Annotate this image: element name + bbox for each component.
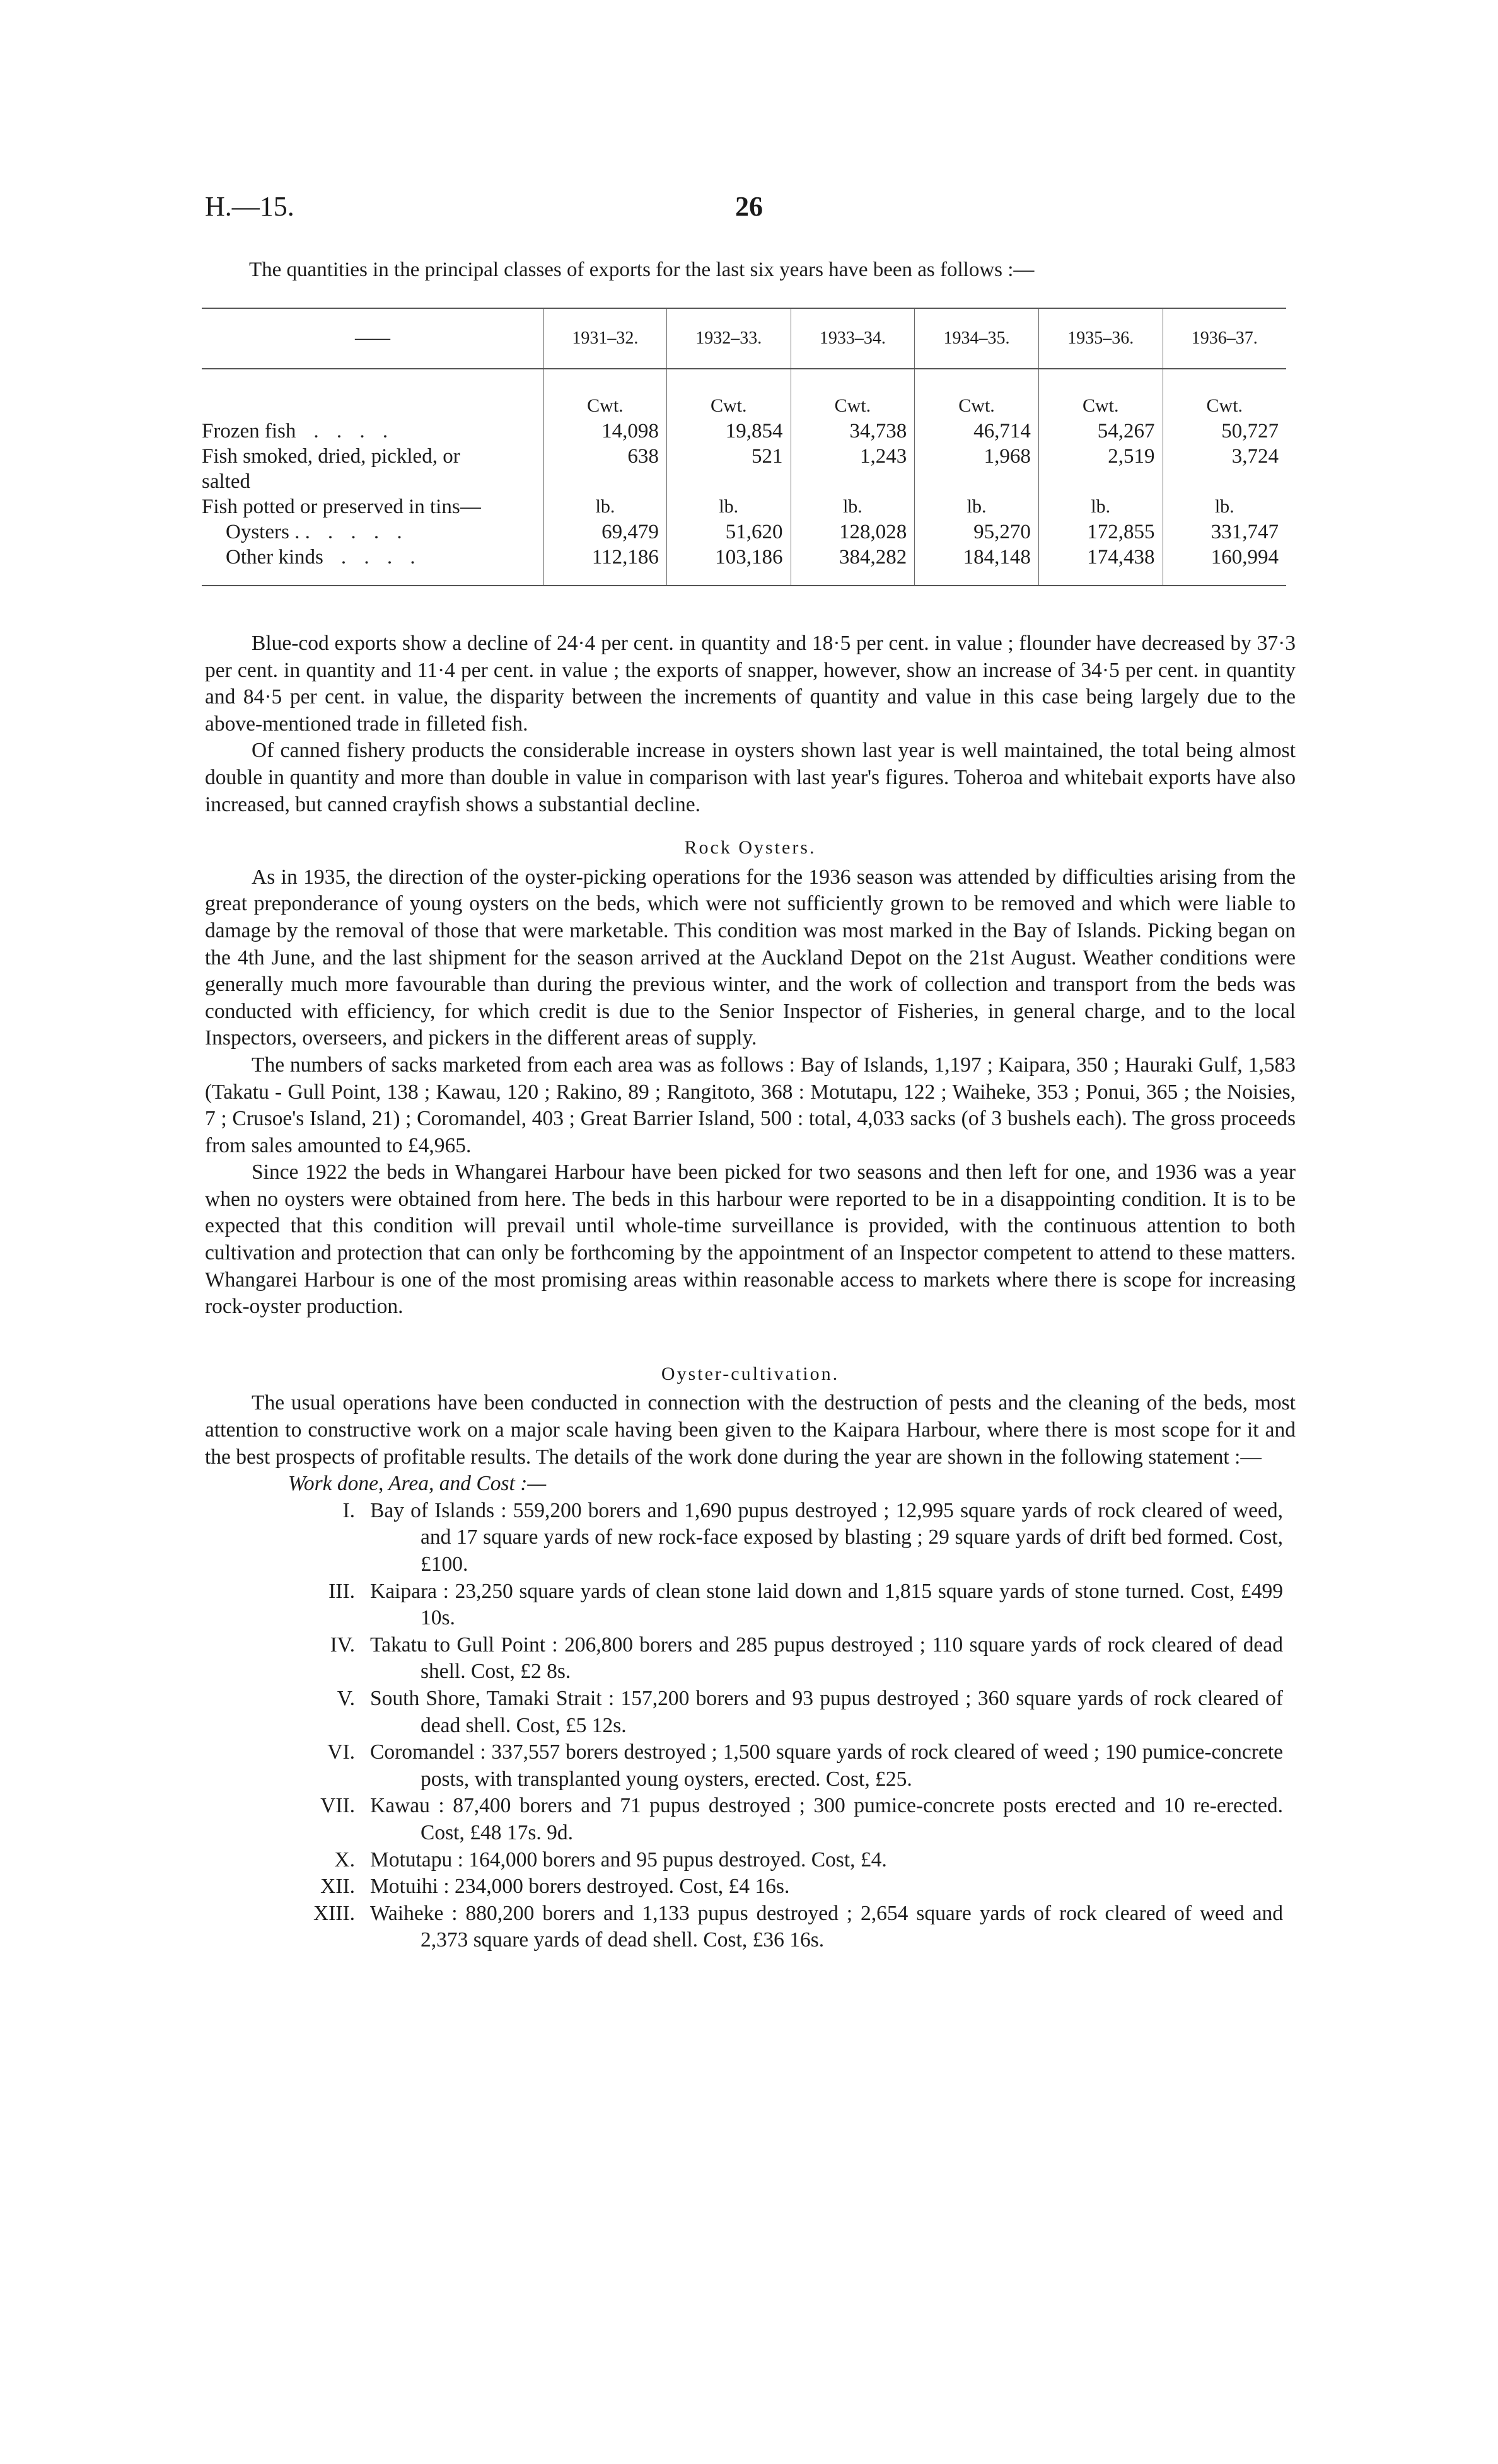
item-text: Bay of Islands : 559,200 borers and 1,690 pupus destroyed ; 12,995 square yards of rock cleared of weed, and 17 square yards of new rock-face exposed by blasting ; 29 square yards of drift bed formed. Cost, £100. [370,1498,1283,1576]
row-label: Frozen fish . . . . [202,420,395,442]
item-text: South Shore, Tamaki Strait : 157,200 borers and 93 pupus destroyed ; 360 square yards of rock cleared of dead shell. Cost, £5 12s. [370,1686,1283,1737]
row-label: Other kinds . . . . [202,545,544,586]
year-header: 1931–32. [544,308,667,369]
table-corner-dash: —— [202,308,544,369]
item-text: Waiheke : 880,200 borers and 1,133 pupus destroyed ; 2,654 square yards of rock cleared of weed and 2,373 square yards of dead shell. Cost, £36 16s. [370,1901,1283,1952]
table-cell: 69,479 [544,519,667,545]
table-row [202,545,1286,586]
item-number: V. [337,1686,355,1710]
list-item [205,1900,1296,1954]
list-item [205,1739,1296,1793]
table-header-row [202,308,1286,369]
item-number: I. [342,1498,355,1522]
exports-table [202,308,1286,586]
unit-cell: Cwt. [544,369,667,419]
list-item [205,1686,1296,1739]
body-text [205,630,1296,1954]
table-cell: 34,738 [791,419,915,444]
paragraph-bluecod: Blue-cod exports show a decline of 24·4 per cent. in quantity and 18·5 per cent. in value ; flounder have decreased by 37·3 per cent. in quantity and 11·4 per cent. in value ; the exports of snapper, however, show an increase of 34·5 per cent. in quantity and 84·5 per cent. in value, the disparity between the increments of quantity and value in this case being largely due to the above-mentioned trade in filleted fish. [205,632,1296,736]
table-intro: The quantities in the principal classes of exports for the last six years have been as follows :— [249,258,1035,281]
leader-dots: . . . . [340,546,422,569]
list-item [205,1578,1296,1632]
unit-cell: lb. [1038,494,1163,519]
unit-cell: lb. [666,494,791,519]
item-number: VII. [320,1794,355,1818]
row-label-continued: salted [202,470,250,493]
table-cell [1163,469,1286,494]
table-cell: 384,282 [791,545,915,586]
table-cell: 95,270 [915,519,1039,545]
table-cell: 1,243 [791,444,915,469]
work-heading: Work done, Area, and Cost :— [288,1472,547,1496]
table-cell: 14,098 [544,419,667,444]
year-header: 1935–36. [1038,308,1163,369]
table-cell [666,469,791,494]
item-number: X. [334,1848,355,1871]
table-cell: 1,968 [915,444,1039,469]
paragraph-operations: The usual operations have been conducted in connection with the destruction of pests and the cleaning of the beds, most attention to constructive work on a major scale having been given to the Kaipara Harbour, where there is most scope for it and the best prospects of profitable results. The details of the work done during the year are shown in the following statement :— [205,1391,1296,1469]
table-cell: 160,994 [1163,545,1286,586]
paragraph-canned: Of canned fishery products the considerable increase in oysters shown last year is well maintained, the total being almost double in quantity and more than double in value in comparison with last year's figures. Toheroa and whitebait exports have also increased, but canned crayfish shows a substantial decline. [205,739,1296,816]
item-number: III. [328,1579,355,1603]
table-cell: 46,714 [915,419,1039,444]
paragraph-sacks: The numbers of sacks marketed from each area was as follows : Bay of Islands, 1,197 ; Kaipara, 350 ; Hauraki Gulf, 1,583 (Takatu - Gull Point, 138 ; Kawau, 120 ; Rakino, 89 ; Rangitoto, 368 : Motutapu, 122 ; Waiheke, 353 ; Ponui, 365 ; the Noisies, 7 ; Crusoe's Island, 21) ; Coromandel, 403 ; Great Barrier Island, 500 : total, 4,033 sacks (of 3 bushels each). The gross proceeds from sales amounted to £4,965. [205,1053,1296,1157]
row-label: Oysters . . . . . . [226,521,409,543]
work-list [205,1498,1296,1954]
table-cell: 128,028 [791,519,915,545]
table-cell: 184,148 [915,545,1039,586]
page-header [205,190,1293,228]
table-cell [915,469,1039,494]
table-cell: 174,438 [1038,545,1163,586]
item-number: XIII. [313,1901,355,1925]
table-cell [1038,469,1163,494]
table-cell: 521 [666,444,791,469]
table-row [202,519,1286,545]
row-label: Fish smoked, dried, pickled, or [202,445,460,468]
unit-cell: Cwt. [915,369,1039,419]
item-text: Takatu to Gull Point : 206,800 borers and 285 pupus destroyed ; 110 square yards of rock cleared of dead shell. Cost, £2 8s. [370,1633,1283,1684]
table-cell: 638 [544,444,667,469]
table-cell: 51,620 [666,519,791,545]
table-cell: 172,855 [1038,519,1163,545]
unit-cell: lb. [544,494,667,519]
list-item [205,1793,1296,1846]
list-item [205,1498,1296,1578]
item-text: Coromandel : 337,557 borers destroyed ; 1,500 square yards of rock cleared of weed ; 190 pumice-concrete posts, with transplanted young oysters, erected. Cost, £25. [370,1740,1283,1791]
item-text: Kaipara : 23,250 square yards of clean stone laid down and 1,815 square yards of stone turned. Cost, £499 10s. [370,1579,1283,1630]
section-heading-rock-oysters: Rock Oysters. [684,837,816,859]
table-cell: 50,727 [1163,419,1286,444]
row-label: Fish potted or preserved in tins— [202,495,481,518]
table-cell: 2,519 [1038,444,1163,469]
table-cell: 331,747 [1163,519,1286,545]
document-code: H.—15. [205,191,294,222]
leader-dots: . . . . [313,420,395,442]
page-number: 26 [735,191,763,222]
unit-cell: Cwt. [1163,369,1286,419]
unit-row [202,369,1286,419]
leader-dots: . . . . [327,521,409,543]
table-cell: 3,724 [1163,444,1286,469]
table-cell: 54,267 [1038,419,1163,444]
unit-cell: Cwt. [1038,369,1163,419]
year-header: 1934–35. [915,308,1039,369]
table-cell [791,469,915,494]
paragraph-picking: As in 1935, the direction of the oyster-picking operations for the 1936 season was attended by difficulties arising from the great preponderance of young oysters on the beds, which were not sufficiently grown to be removed and which were liable to damage by the removal of those that were marketable. This condition was most marked in the Bay of Islands. Picking began on the 4th June, and the last shipment for the season arrived at the Auckland Depot on the 21st August. Weather conditions were generally much more favourable than during the previous winter, and the work of collection and transport from the beds was conducted with efficiency, for which credit is due to the Senior Inspector of Fisheries, in general charge, and to the local Inspectors, overseers, and pickers in the different areas of supply. [205,865,1296,1050]
table-cell: 112,186 [544,545,667,586]
list-item [205,1847,1296,1874]
table-row [202,494,1286,519]
paragraph-whangarei: Since 1922 the beds in Whangarei Harbour have been picked for two seasons and then left for one, and 1936 was a year when no oysters were obtained from here. The beds in this harbour were reported to be in a disappointing condition. It is to be expected that this condition will prevail until whole-time surveillance is provided, with the continuous attention to both cultivation and protection that can only be forthcoming by the appointment of an Inspector competent to attend to these matters. Whangarei Harbour is one of the most promising areas within reasonable access to markets where there is scope for increasing rock-oyster production. [205,1160,1296,1319]
year-header: 1936–37. [1163,308,1286,369]
item-text: Kawau : 87,400 borers and 71 pupus destroyed ; 300 pumice-concrete posts erected and 10 re-erected. Cost, £48 17s. 9d. [370,1794,1283,1844]
year-header: 1932–33. [666,308,791,369]
item-number: VI. [327,1740,355,1764]
unit-cell: Cwt. [666,369,791,419]
table-row [202,419,1286,444]
table-row [202,469,1286,494]
list-item [205,1632,1296,1686]
item-text: Motutapu : 164,000 borers and 95 pupus destroyed. Cost, £4. [370,1848,887,1871]
item-number: IV. [330,1633,355,1657]
section-heading-cultivation: Oyster-cultivation. [661,1363,840,1384]
row-label [202,369,544,419]
unit-cell: Cwt. [791,369,915,419]
item-text: Motuihi : 234,000 borers destroyed. Cost, £4 16s. [370,1875,790,1899]
list-item [205,1873,1296,1900]
table-row [202,444,1286,469]
table-cell: 19,854 [666,419,791,444]
unit-cell: lb. [1163,494,1286,519]
unit-cell: lb. [915,494,1039,519]
unit-cell: lb. [791,494,915,519]
table-cell [544,469,667,494]
table-cell: 103,186 [666,545,791,586]
item-number: XII. [320,1875,355,1899]
year-header: 1933–34. [791,308,915,369]
